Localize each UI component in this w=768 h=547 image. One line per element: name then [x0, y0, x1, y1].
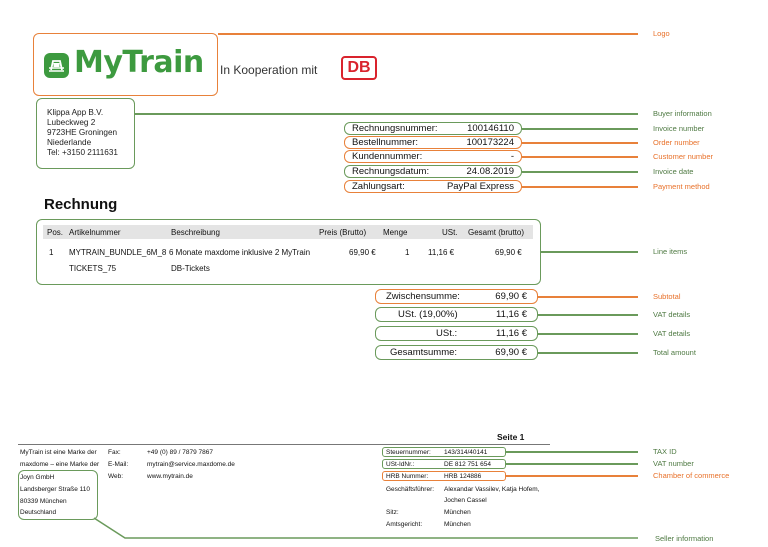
- seller-line: Joyn GmbH: [20, 474, 55, 481]
- field-value: 100173224: [466, 137, 514, 148]
- customer-number-annotation: Customer number: [653, 152, 714, 161]
- row-qty: 1: [405, 248, 410, 257]
- field-label: Rechnungsdatum:: [352, 166, 430, 177]
- tax-id-label: Steuernummer:: [386, 449, 431, 456]
- field-label: Rechnungsnummer:: [352, 123, 438, 134]
- total-annotation: Total amount: [653, 348, 696, 357]
- header-article: Artikelnummer: [69, 228, 121, 237]
- field-label: Zwischensumme:: [386, 291, 460, 302]
- field-label: USt. (19,00%): [398, 309, 458, 320]
- web-label: Web:: [108, 473, 124, 480]
- row-pos: 1: [49, 248, 54, 257]
- row-total: 69,90 €: [495, 248, 522, 257]
- invoice-date-annotation: Invoice date: [653, 167, 694, 176]
- seller-annotation: Seller information: [655, 534, 714, 543]
- seat-value: München: [444, 509, 471, 516]
- web-link[interactable]: www.mytrain.de: [147, 473, 193, 480]
- ceo-value: Alexandar Vassilev, Katja Hofem,: [444, 486, 540, 493]
- invoice-number-annotation: Invoice number: [653, 124, 705, 133]
- seller-line: Deutschland: [20, 509, 57, 516]
- court-label: Amtsgericht:: [386, 521, 423, 528]
- vat-rate-annotation: VAT details: [653, 310, 691, 319]
- court-value: München: [444, 521, 471, 528]
- page-number: Seite 1: [497, 432, 525, 442]
- brand-name: MyTrain: [74, 45, 204, 80]
- field-label: USt.:: [436, 328, 458, 339]
- tax-id-value: 143/314/40141: [444, 449, 488, 456]
- vat-number-label: USt-IdNr.:: [386, 461, 415, 468]
- footer-brand-line: MyTrain ist eine Marke der: [20, 449, 97, 456]
- row-description-cont: DB-Tickets: [171, 264, 210, 273]
- ceo-label: Geschäftsführer:: [386, 486, 435, 493]
- field-value: 69,90 €: [495, 347, 527, 358]
- page-title: Rechnung: [44, 196, 118, 213]
- hrb-label: HRB Nummer:: [386, 473, 429, 480]
- field-value: 11,16 €: [496, 328, 527, 339]
- field-value: 11,16 €: [496, 309, 527, 320]
- field-label: Gesamtsumme:: [390, 347, 458, 358]
- row-article-cont: TICKETS_75: [69, 264, 117, 273]
- buyer-annotation: Buyer information: [653, 109, 712, 118]
- tax-id-annotation: TAX ID: [653, 447, 677, 456]
- header-description: Beschreibung: [171, 228, 220, 237]
- fax-value: +49 (0) 89 / 7879 7867: [147, 449, 213, 456]
- buyer-line: Lubeckweg 2: [47, 118, 96, 127]
- line-items-annotation: Line items: [653, 247, 688, 256]
- footer-brand-line: maxdome – eine Marke der: [20, 461, 100, 468]
- logo-annotation: Logo: [653, 29, 670, 38]
- vat-number-annotation: VAT number: [653, 459, 694, 468]
- buyer-line: Niederlande: [47, 138, 92, 147]
- row-description: 6 Monate maxdome inklusive 2 MyTrain: [169, 248, 311, 257]
- seller-line: 80339 München: [20, 498, 67, 505]
- header-price: Preis (Brutto): [319, 228, 367, 237]
- hrb-value: HRB 124886: [444, 473, 482, 480]
- buyer-line: 9723HE Groningen: [47, 128, 118, 137]
- buyer-line: Klippa App B.V.: [47, 108, 104, 117]
- payment-method-annotation: Payment method: [653, 182, 710, 191]
- ceo-value-cont: Jochen Cassel: [444, 497, 487, 504]
- vat-amount-annotation: VAT details: [653, 329, 691, 338]
- field-label: Kundennummer:: [352, 151, 423, 162]
- field-value: 24.08.2019: [466, 166, 514, 177]
- field-label: Zahlungsart:: [352, 181, 405, 192]
- order-number-annotation: Order number: [653, 138, 700, 147]
- field-value: PayPal Express: [446, 181, 514, 192]
- field-value: 69,90 €: [495, 291, 527, 302]
- subtotal-annotation: Subtotal: [653, 292, 681, 301]
- vat-number-value: DE 812 751 654: [444, 461, 491, 468]
- header-total: Gesamt (brutto): [468, 228, 525, 237]
- email-link[interactable]: mytrain@service.maxdome.de: [147, 461, 235, 468]
- chamber-annotation: Chamber of commerce: [653, 471, 730, 480]
- buyer-line: Tel: +3150 2111631: [47, 148, 118, 157]
- row-vat: 11,16 €: [428, 248, 455, 257]
- row-price: 69,90 €: [349, 248, 376, 257]
- header-qty: Menge: [383, 228, 408, 237]
- field-value: -: [510, 151, 514, 162]
- field-value: 100146110: [467, 123, 514, 134]
- row-article: MYTRAIN_BUNDLE_6M_8: [69, 248, 167, 257]
- email-label: E-Mail:: [108, 461, 129, 468]
- db-logo-text: DB: [347, 59, 371, 76]
- header-vat: USt.: [442, 228, 458, 237]
- seat-label: Sitz:: [386, 509, 399, 516]
- field-label: Bestellnummer:: [352, 137, 418, 148]
- fax-label: Fax:: [108, 449, 121, 456]
- seller-line: Landsberger Straße 110: [20, 486, 90, 493]
- cooperation-text: In Kooperation mit: [220, 63, 318, 77]
- header-pos: Pos.: [47, 228, 64, 237]
